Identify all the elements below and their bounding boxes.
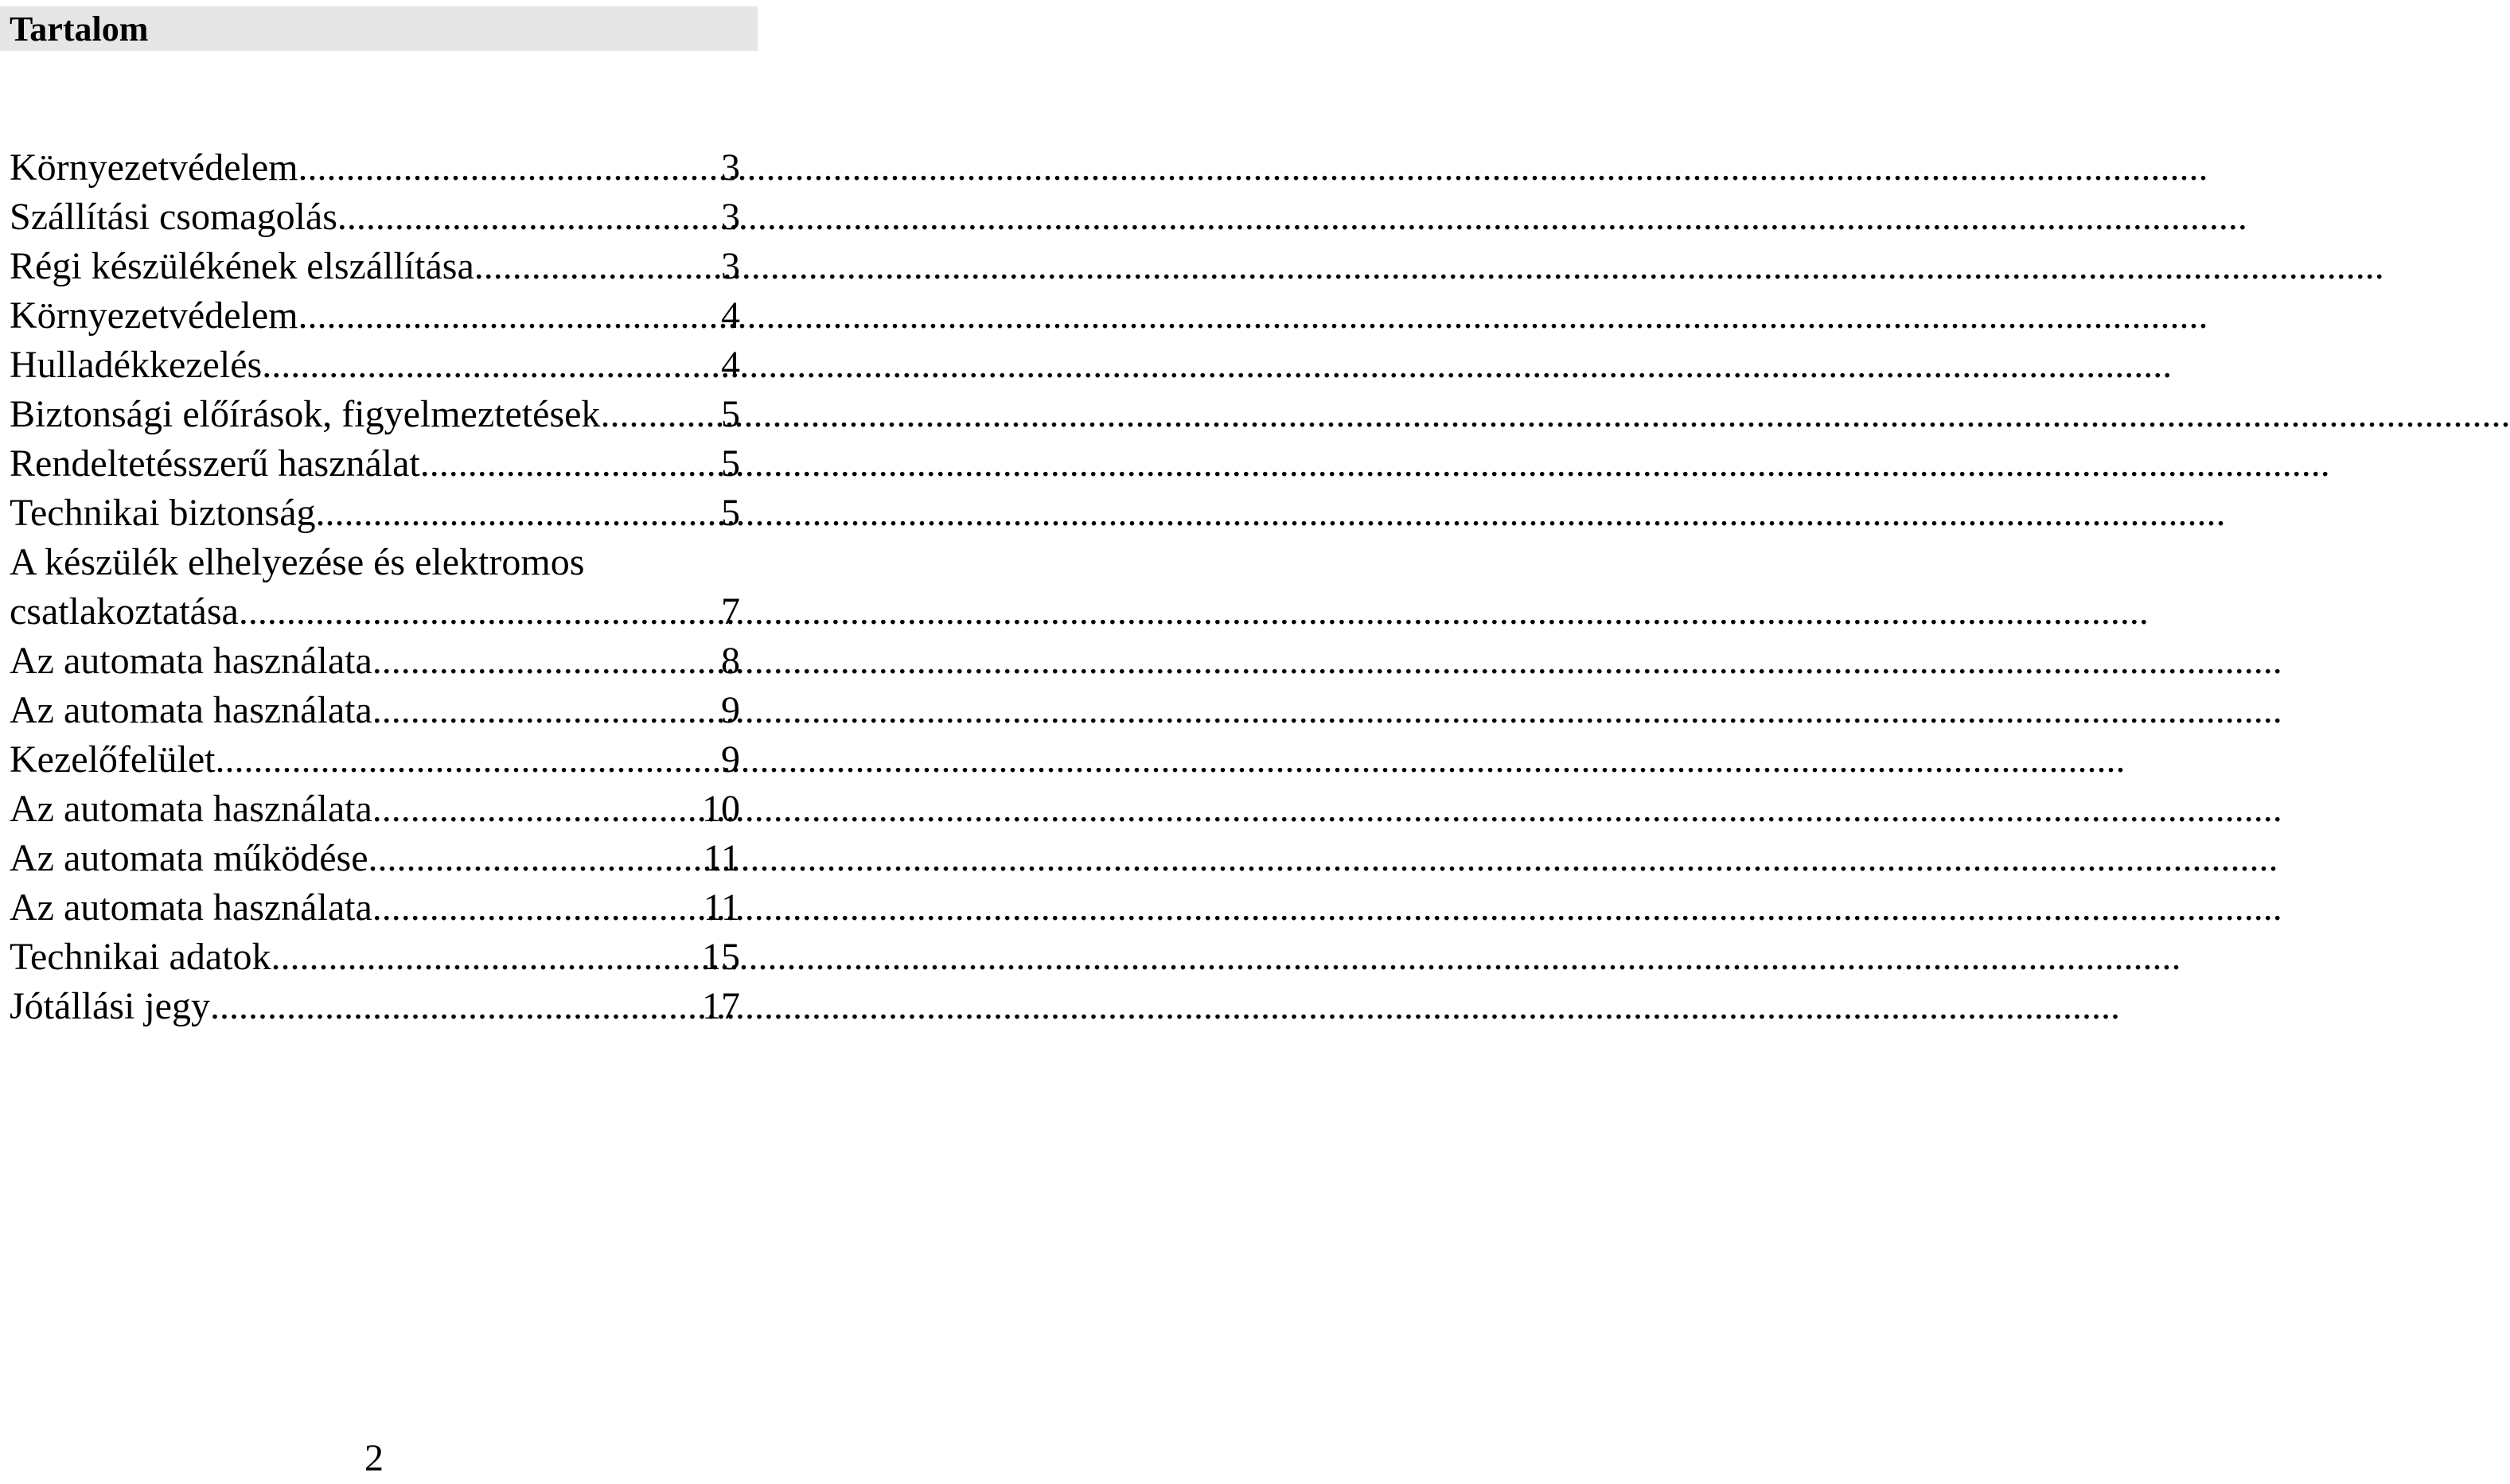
- toc-entry[interactable]: [10, 982, 740, 1031]
- dot-leader: [298, 291, 718, 341]
- toc-entry-label-line2: csatlakoztatása: [10, 590, 239, 633]
- table-of-contents: [10, 143, 740, 1031]
- toc-entry-page: 5: [721, 442, 740, 485]
- toc-entry-line2: [10, 587, 740, 637]
- toc-entry-label: Környezetvédelem: [10, 294, 298, 337]
- dot-leader: [372, 686, 718, 735]
- toc-entry-label: Az automata használata: [10, 640, 372, 682]
- toc-entry[interactable]: [10, 291, 740, 341]
- toc-entry-label: Technikai adatok: [10, 936, 271, 978]
- section-header: [0, 6, 758, 51]
- toc-entry[interactable]: [10, 341, 740, 390]
- toc-entry-page: 9: [721, 738, 740, 781]
- toc-entry-label: Hulladékkezelés: [10, 344, 263, 386]
- toc-entry-page: 9: [721, 689, 740, 731]
- toc-entry-label: Környezetvédelem: [10, 146, 298, 189]
- toc-entry-label-line1: A készülék elhelyezése és elektromos: [10, 541, 585, 583]
- toc-entry-page: 3: [721, 196, 740, 238]
- dot-leader: [368, 834, 700, 883]
- toc-entry[interactable]: [10, 883, 740, 933]
- toc-entry[interactable]: [10, 489, 740, 538]
- toc-entry-page: 15: [702, 936, 740, 978]
- dot-leader: [216, 735, 718, 785]
- dot-leader: [271, 933, 700, 982]
- toc-entry-page: 8: [721, 640, 740, 682]
- dot-leader: [372, 883, 700, 933]
- toc-entry-page: 10: [702, 788, 740, 830]
- dot-leader: [474, 242, 718, 291]
- toc-entry-label: Technikai biztonság: [10, 492, 316, 534]
- dot-leader: [316, 489, 718, 538]
- toc-entry-label: Jótállási jegy: [10, 985, 210, 1027]
- page-title: Tartalom: [10, 10, 149, 49]
- toc-entry-label: Kezelőfelület: [10, 738, 216, 781]
- dot-leader: [210, 982, 699, 1031]
- dot-leader: [420, 439, 718, 489]
- page-number: 2: [364, 1437, 384, 1479]
- toc-entry[interactable]: [10, 785, 740, 834]
- toc-entry-page: 11: [703, 837, 740, 879]
- toc-entry-page: 3: [721, 146, 740, 189]
- toc-entry-page: 17: [702, 985, 740, 1027]
- dot-leader: [262, 341, 718, 390]
- toc-entry-label: Az automata működése: [10, 837, 368, 879]
- toc-entry-label: Szállítási csomagolás: [10, 196, 337, 238]
- dot-leader: [239, 587, 718, 637]
- toc-entry[interactable]: [10, 686, 740, 735]
- toc-entry[interactable]: [10, 193, 740, 242]
- toc-entry-page: 4: [721, 344, 740, 386]
- toc-entry[interactable]: [10, 933, 740, 982]
- dot-leader: [372, 637, 718, 686]
- toc-entry[interactable]: [10, 390, 740, 439]
- toc-entry-page: 4: [721, 294, 740, 337]
- toc-entry-page: 5: [721, 393, 740, 435]
- dot-leader: [298, 143, 718, 193]
- dot-leader: [337, 193, 718, 242]
- toc-entry[interactable]: [10, 242, 740, 291]
- toc-entry-label: Az automata használata: [10, 886, 372, 929]
- toc-entry-label: Régi készülékének elszállítása: [10, 245, 474, 287]
- toc-entry[interactable]: [10, 143, 740, 193]
- toc-entry-page: 7: [721, 590, 740, 633]
- toc-entry[interactable]: [10, 439, 740, 489]
- toc-entry[interactable]: [10, 834, 740, 883]
- toc-entry-label: Biztonsági előírások, figyelmeztetések: [10, 393, 601, 435]
- toc-entry-label: Az automata használata: [10, 689, 372, 731]
- toc-entry-page: 5: [721, 492, 740, 534]
- dot-leader: [372, 785, 699, 834]
- dot-leader: [600, 390, 718, 439]
- toc-entry[interactable]: [10, 735, 740, 785]
- toc-entry-multiline[interactable]: [10, 538, 740, 637]
- toc-entry-label: Az automata használata: [10, 788, 372, 830]
- toc-entry-page: 3: [721, 245, 740, 287]
- toc-entry-page: 11: [703, 886, 740, 929]
- toc-entry[interactable]: [10, 637, 740, 686]
- toc-entry-label: Rendeltetésszerű használat: [10, 442, 420, 485]
